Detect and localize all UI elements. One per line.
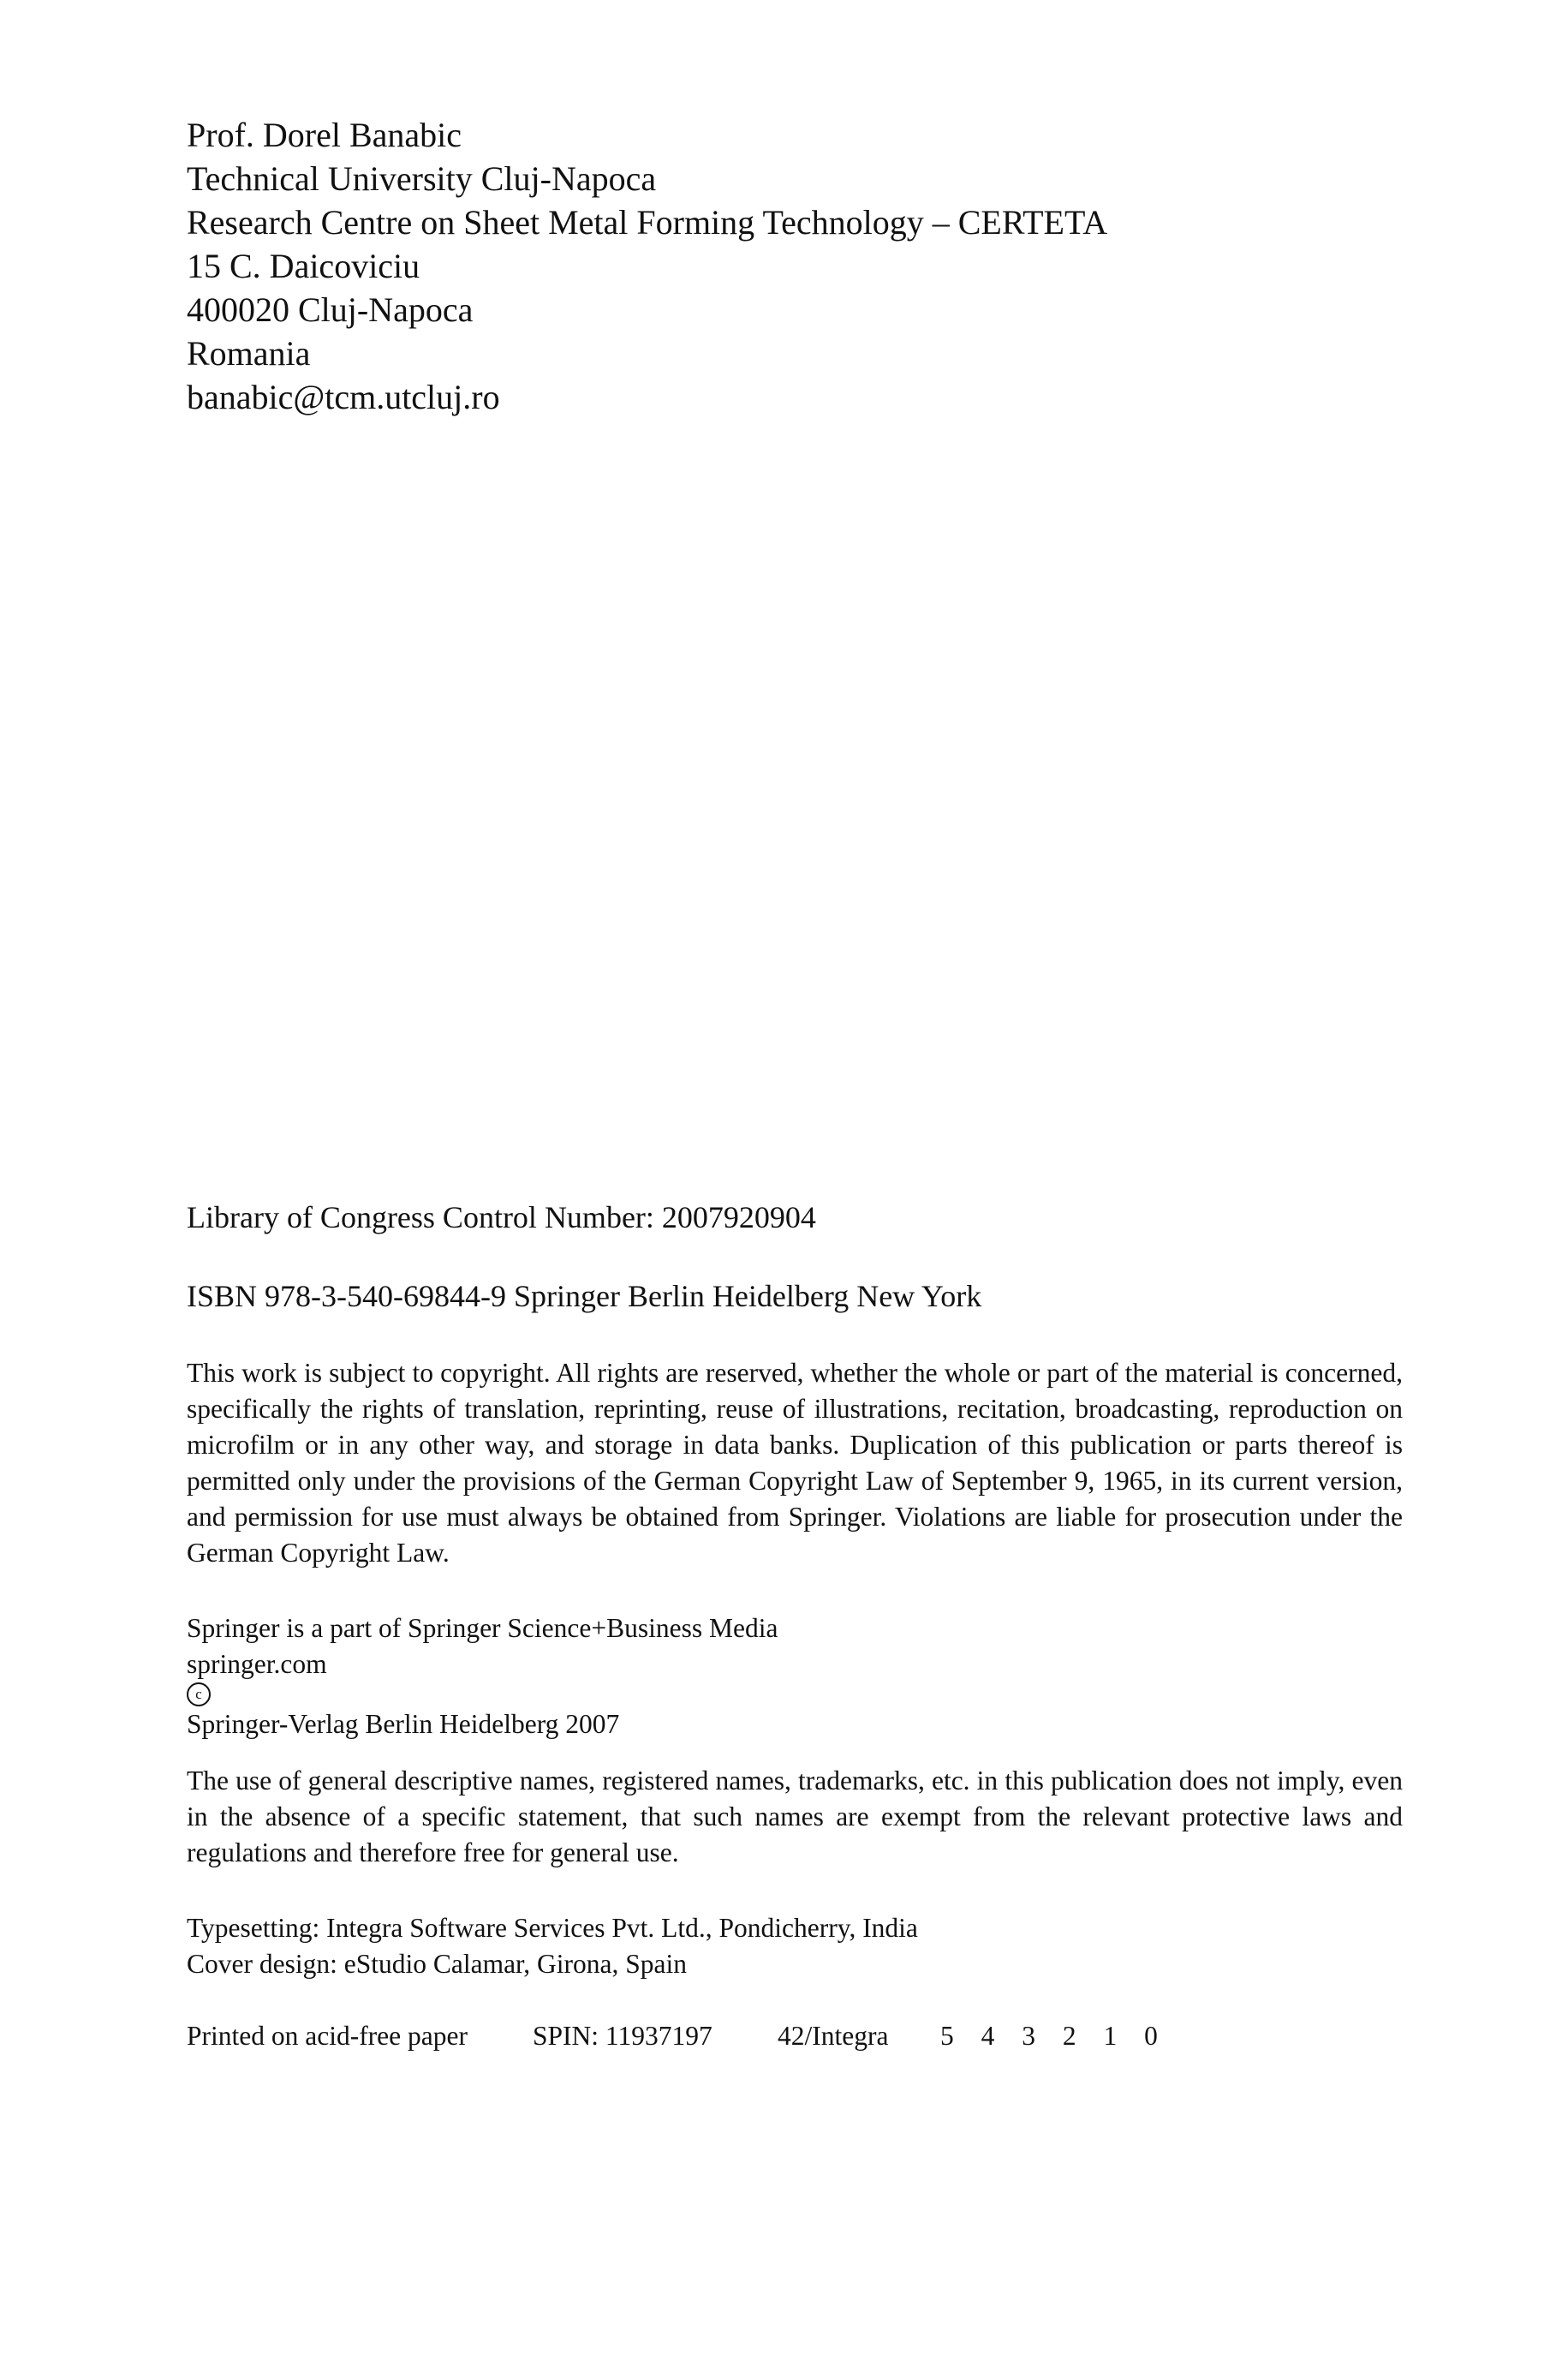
springer-info-block <box>187 1610 1403 1742</box>
spin-number: SPIN: 11937197 <box>533 2021 712 2051</box>
trademark-names-notice: The use of general descriptive names, registered names, trademarks, etc. in this publication does not imply, even in the absence of a specific statement, that such names are exempt from the relevant protective laws and regulations and therefore free for general use. <box>187 1766 1403 1867</box>
library-of-congress-number: Library of Congress Control Number: 2007920904 <box>187 1200 816 1234</box>
copyright-icon: c <box>187 1682 211 1706</box>
author-email: banabic@tcm.utcluj.ro <box>187 378 500 416</box>
cover-design-credit: Cover design: eStudio Calamar, Girona, Spain <box>187 1949 688 1979</box>
typesetting-credit: Typesetting: Integra Software Services Pvt. Ltd., Pondicherry, India <box>187 1913 918 1943</box>
author-country: Romania <box>187 334 311 373</box>
isbn-line: ISBN 978-3-540-69844-9 Springer Berlin Heidelberg New York <box>187 1279 982 1313</box>
production-credits <box>187 1910 1403 1982</box>
author-city: 400020 Cluj-Napoca <box>187 290 474 329</box>
author-name: Prof. Dorel Banabic <box>187 116 462 154</box>
copyright-holder: Springer-Verlag Berlin Heidelberg 2007 <box>187 1709 620 1739</box>
copyright-notice: This work is subject to copyright. All rights are reserved, whether the whole or part of the material is concerned, specifically the rights of translation, reprinting, reuse of illustrations, recitation, broadcasting, reproduction on microfilm or in any other way, and storage in data banks. Duplication of this publication or parts thereof is permitted only under the provisions of the German Copyright Law of September 9, 1965, in its current version, and permission for use must always be obtained from Springer. Violations are liable for prosecution under the German Copyright Law. <box>187 1358 1403 1568</box>
printer-code: 42/Integra <box>778 2021 889 2051</box>
paper-info: Printed on acid-free paper <box>187 2021 468 2051</box>
springer-part-of: Springer is a part of Springer Science+Business Media <box>187 1613 778 1643</box>
print-run-numbers: 5 4 3 2 1 0 <box>940 2021 1168 2051</box>
author-street: 15 C. Daicoviciu <box>187 247 420 285</box>
author-address-block <box>187 113 1428 419</box>
springer-website: springer.com <box>187 1649 327 1679</box>
author-research-centre: Research Centre on Sheet Metal Forming Technology – CERTETA <box>187 203 1108 242</box>
author-university: Technical University Cluj-Napoca <box>187 159 657 198</box>
copyright-line <box>187 1682 1403 1742</box>
